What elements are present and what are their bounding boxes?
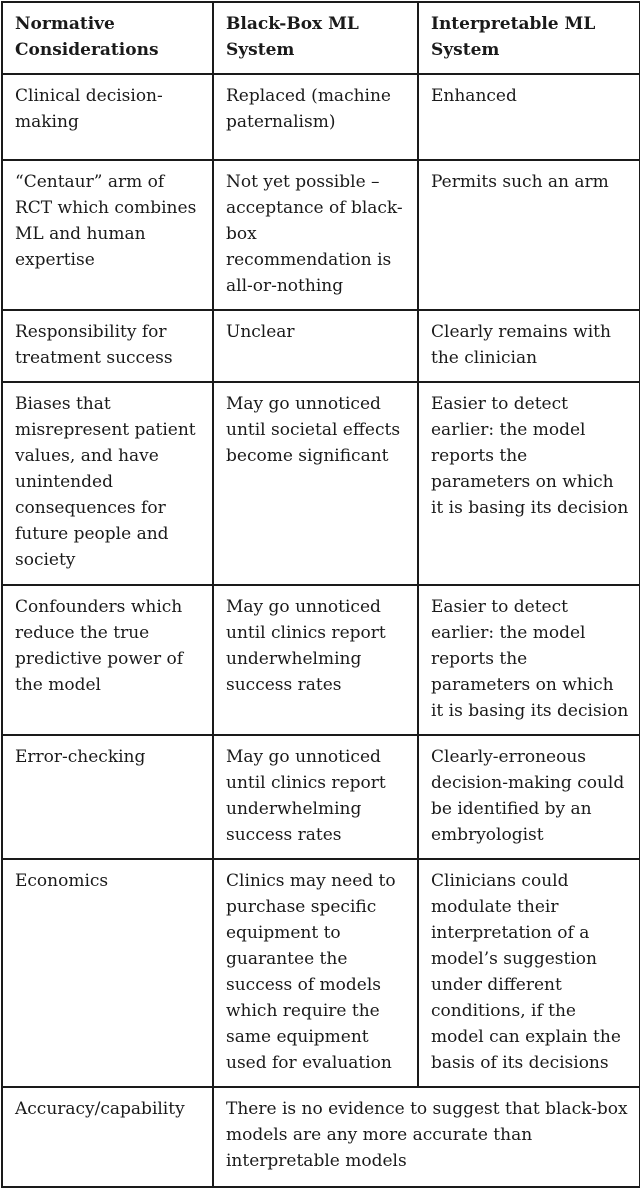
merged-conclusion-cell: There is no evidence to suggest that black-box models are any more accurate than interpretable models xyxy=(213,1087,640,1187)
consideration-cell: Error-checking xyxy=(2,735,213,859)
interpretable-cell: Permits such an arm xyxy=(418,160,640,310)
table-row xyxy=(2,585,640,735)
interpretable-cell: Enhanced xyxy=(418,74,640,160)
comparison-table xyxy=(1,1,640,1188)
table-row xyxy=(2,74,640,160)
consideration-cell: Confounders which reduce the true predictive power of the model xyxy=(2,585,213,735)
interpretable-cell: Easier to detect earlier: the model reports the parameters on which it is basing its decision xyxy=(418,382,640,585)
black-box-cell: May go unnoticed until clinics report underwhelming success rates xyxy=(213,585,418,735)
table-row xyxy=(2,735,640,859)
consideration-cell: Responsibility for treatment success xyxy=(2,310,213,382)
table-row xyxy=(2,1087,640,1187)
black-box-cell: Unclear xyxy=(213,310,418,382)
consideration-cell: “Centaur” arm of RCT which combines ML and human expertise xyxy=(2,160,213,310)
consideration-cell: Clinical decision-making xyxy=(2,74,213,160)
table-row xyxy=(2,382,640,585)
consideration-cell: Accuracy/capability xyxy=(2,1087,213,1187)
table-row xyxy=(2,160,640,310)
consideration-cell: Biases that misrepresent patient values, and have unintended consequences for future people and society xyxy=(2,382,213,585)
header-black-box: Black-Box ML System xyxy=(213,2,418,74)
table-row xyxy=(2,310,640,382)
consideration-cell: Economics xyxy=(2,859,213,1087)
interpretable-cell: Clearly-erroneous decision-making could be identified by an embryologist xyxy=(418,735,640,859)
interpretable-cell: Clinicians could modulate their interpretation of a model’s suggestion under different conditions, if the model can explain the basis of its decisions xyxy=(418,859,640,1087)
header-interpretable: Interpretable ML System xyxy=(418,2,640,74)
table-row xyxy=(2,859,640,1087)
interpretable-cell: Easier to detect earlier: the model reports the parameters on which it is basing its decision xyxy=(418,585,640,735)
black-box-cell: Not yet possible – acceptance of black-box recommendation is all-or-nothing xyxy=(213,160,418,310)
header-normative-considerations: Normative Considerations xyxy=(2,2,213,74)
black-box-cell: May go unnoticed until clinics report underwhelming success rates xyxy=(213,735,418,859)
black-box-cell: May go unnoticed until societal effects become significant xyxy=(213,382,418,585)
interpretable-cell: Clearly remains with the clinician xyxy=(418,310,640,382)
black-box-cell: Replaced (machine paternalism) xyxy=(213,74,418,160)
black-box-cell: Clinics may need to purchase specific equipment to guarantee the success of models which require the same equipment used for evaluation xyxy=(213,859,418,1087)
header-row xyxy=(2,2,640,74)
